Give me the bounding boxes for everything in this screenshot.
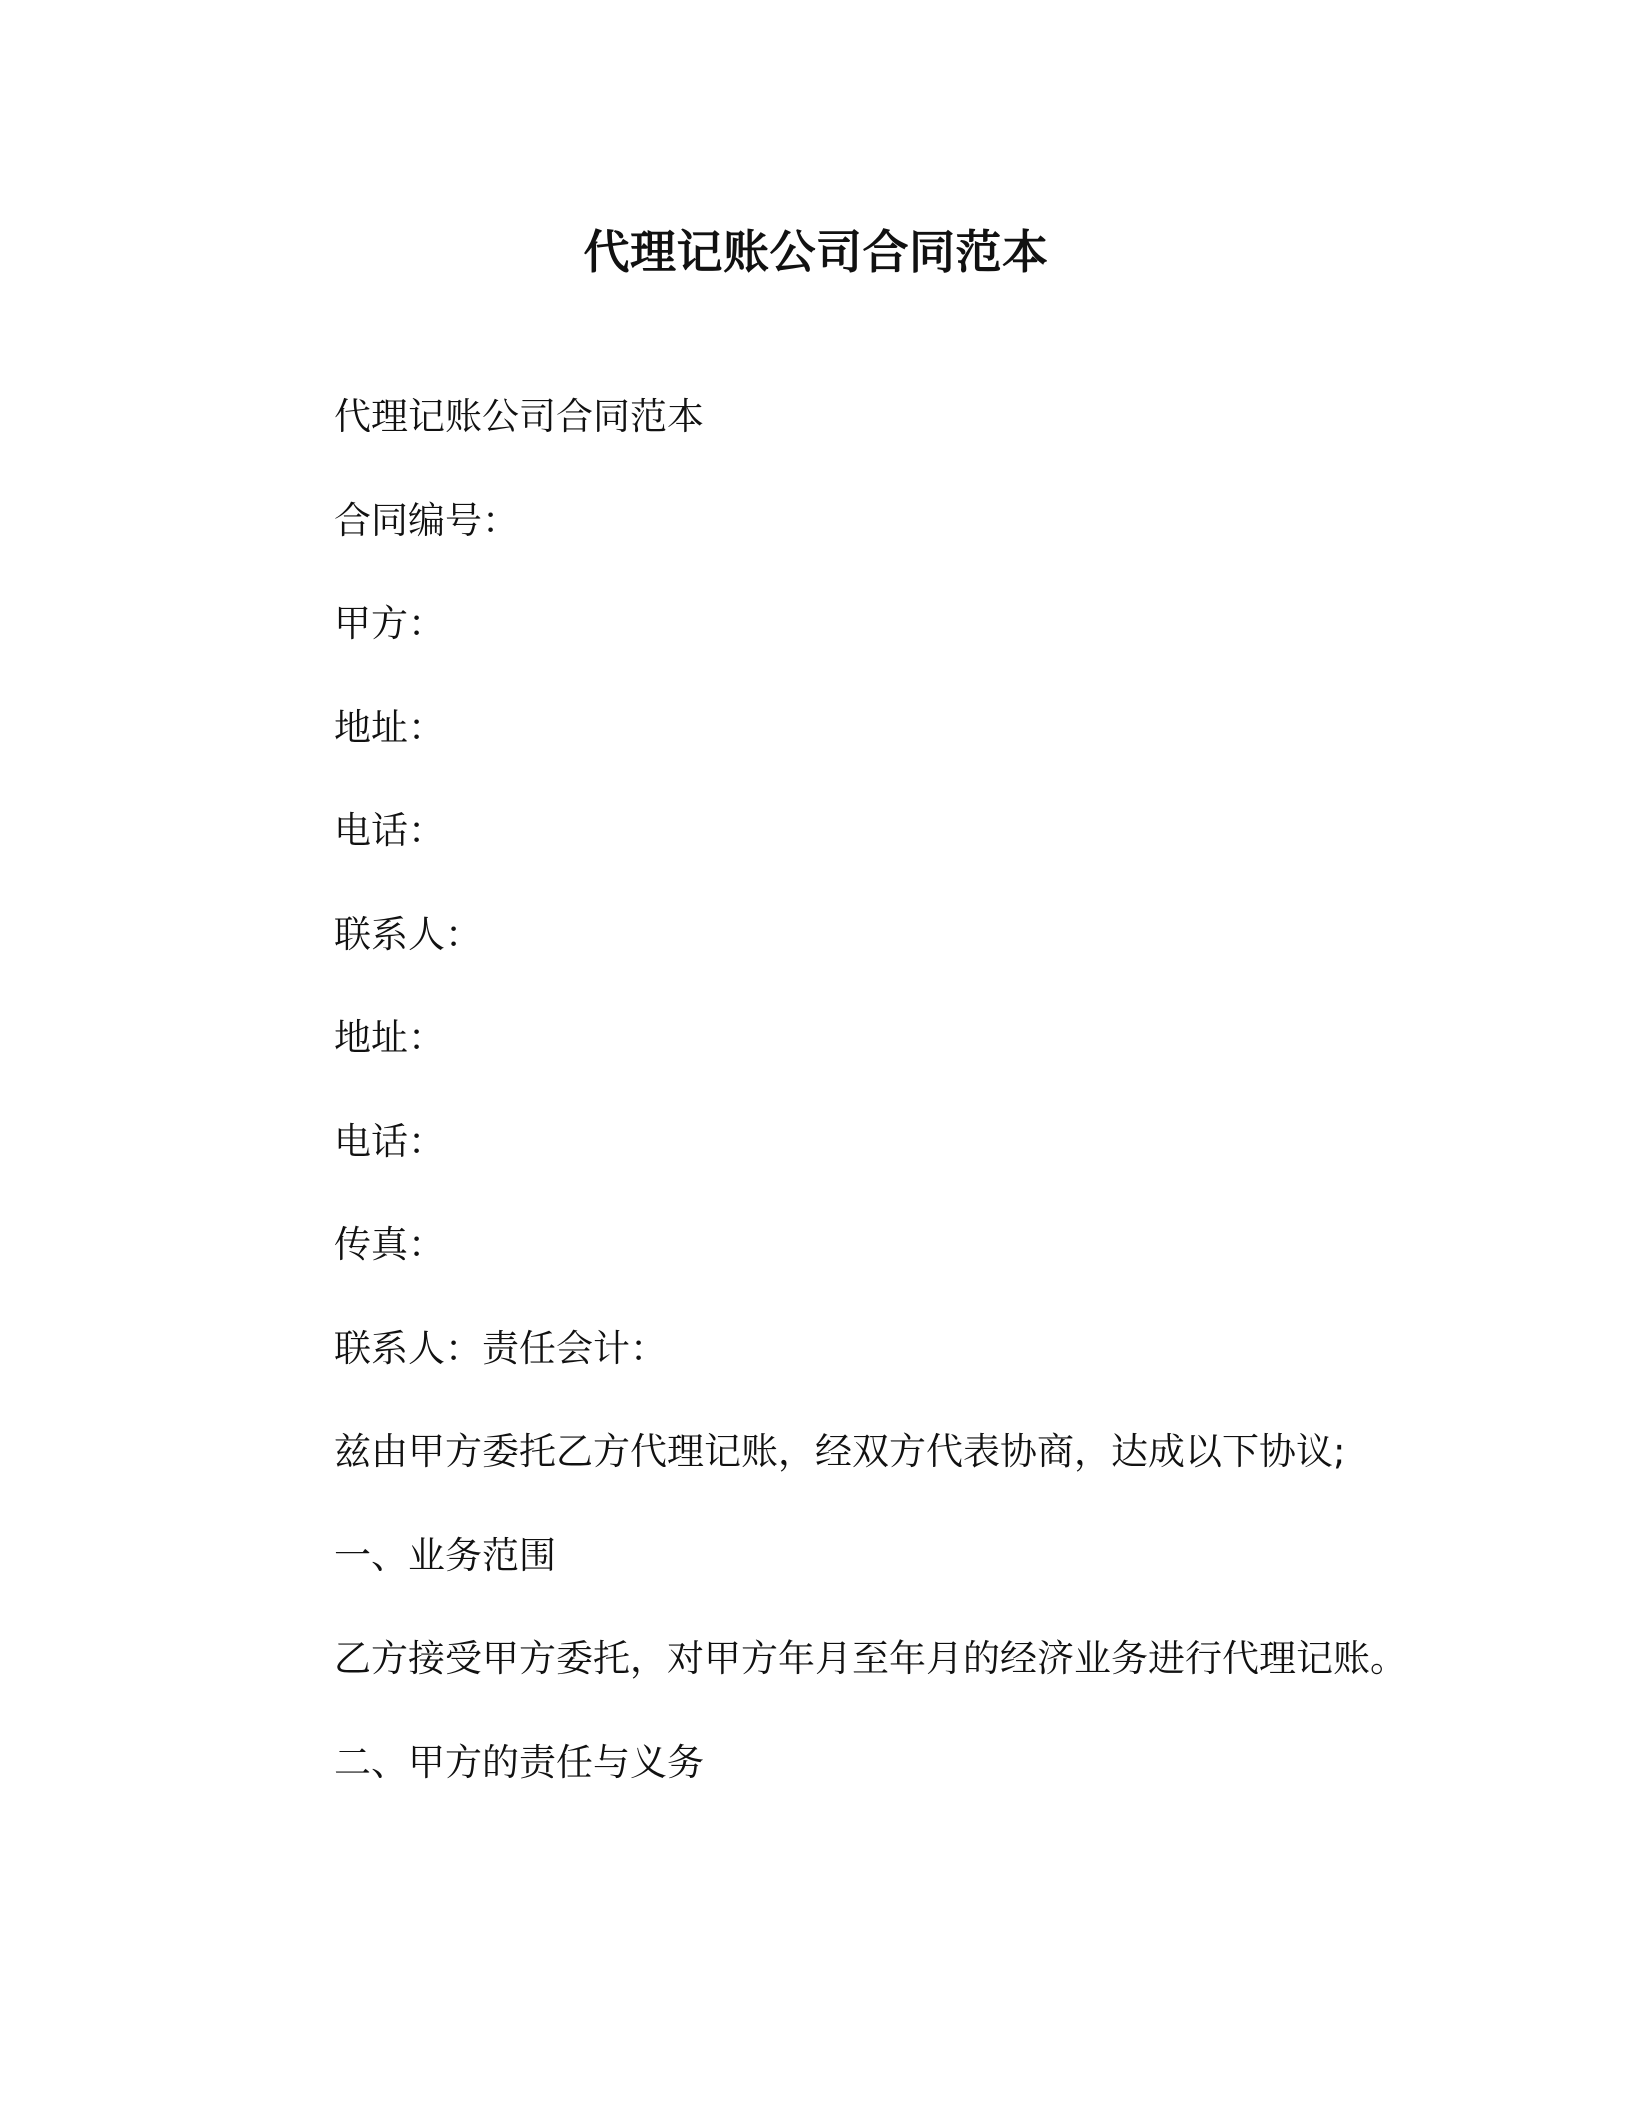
- agreement-intro-paragraph: 兹由甲方委托乙方代理记账，经双方代表协商，达成以下协议;: [334, 1430, 1346, 1473]
- phone-line-2: 电话：: [334, 1119, 445, 1163]
- contact-accountant-line: 联系人：责任会计：: [334, 1326, 667, 1370]
- party-a-line: 甲方：: [334, 602, 445, 645]
- contract-number-line: 合同编号：: [334, 498, 519, 542]
- subtitle-line: 代理记账公司合同范本: [334, 395, 704, 438]
- document-title: 代理记账公司合同范本: [583, 225, 1049, 279]
- phone-line: 电话：: [334, 809, 445, 852]
- section-heading-2: 二、甲方的责任与义务: [334, 1740, 704, 1784]
- section-1-paragraph: 乙方接受甲方委托，对甲方年月至年月的经济业务进行代理记账。: [334, 1637, 1407, 1680]
- address-line: 地址：: [334, 705, 445, 749]
- contact-line: 联系人：: [334, 912, 482, 956]
- fax-line: 传真：: [334, 1223, 445, 1266]
- section-heading-1: 一、业务范围: [334, 1533, 556, 1577]
- document-body: [334, 392, 1434, 1841]
- address-line-2: 地址：: [334, 1016, 445, 1059]
